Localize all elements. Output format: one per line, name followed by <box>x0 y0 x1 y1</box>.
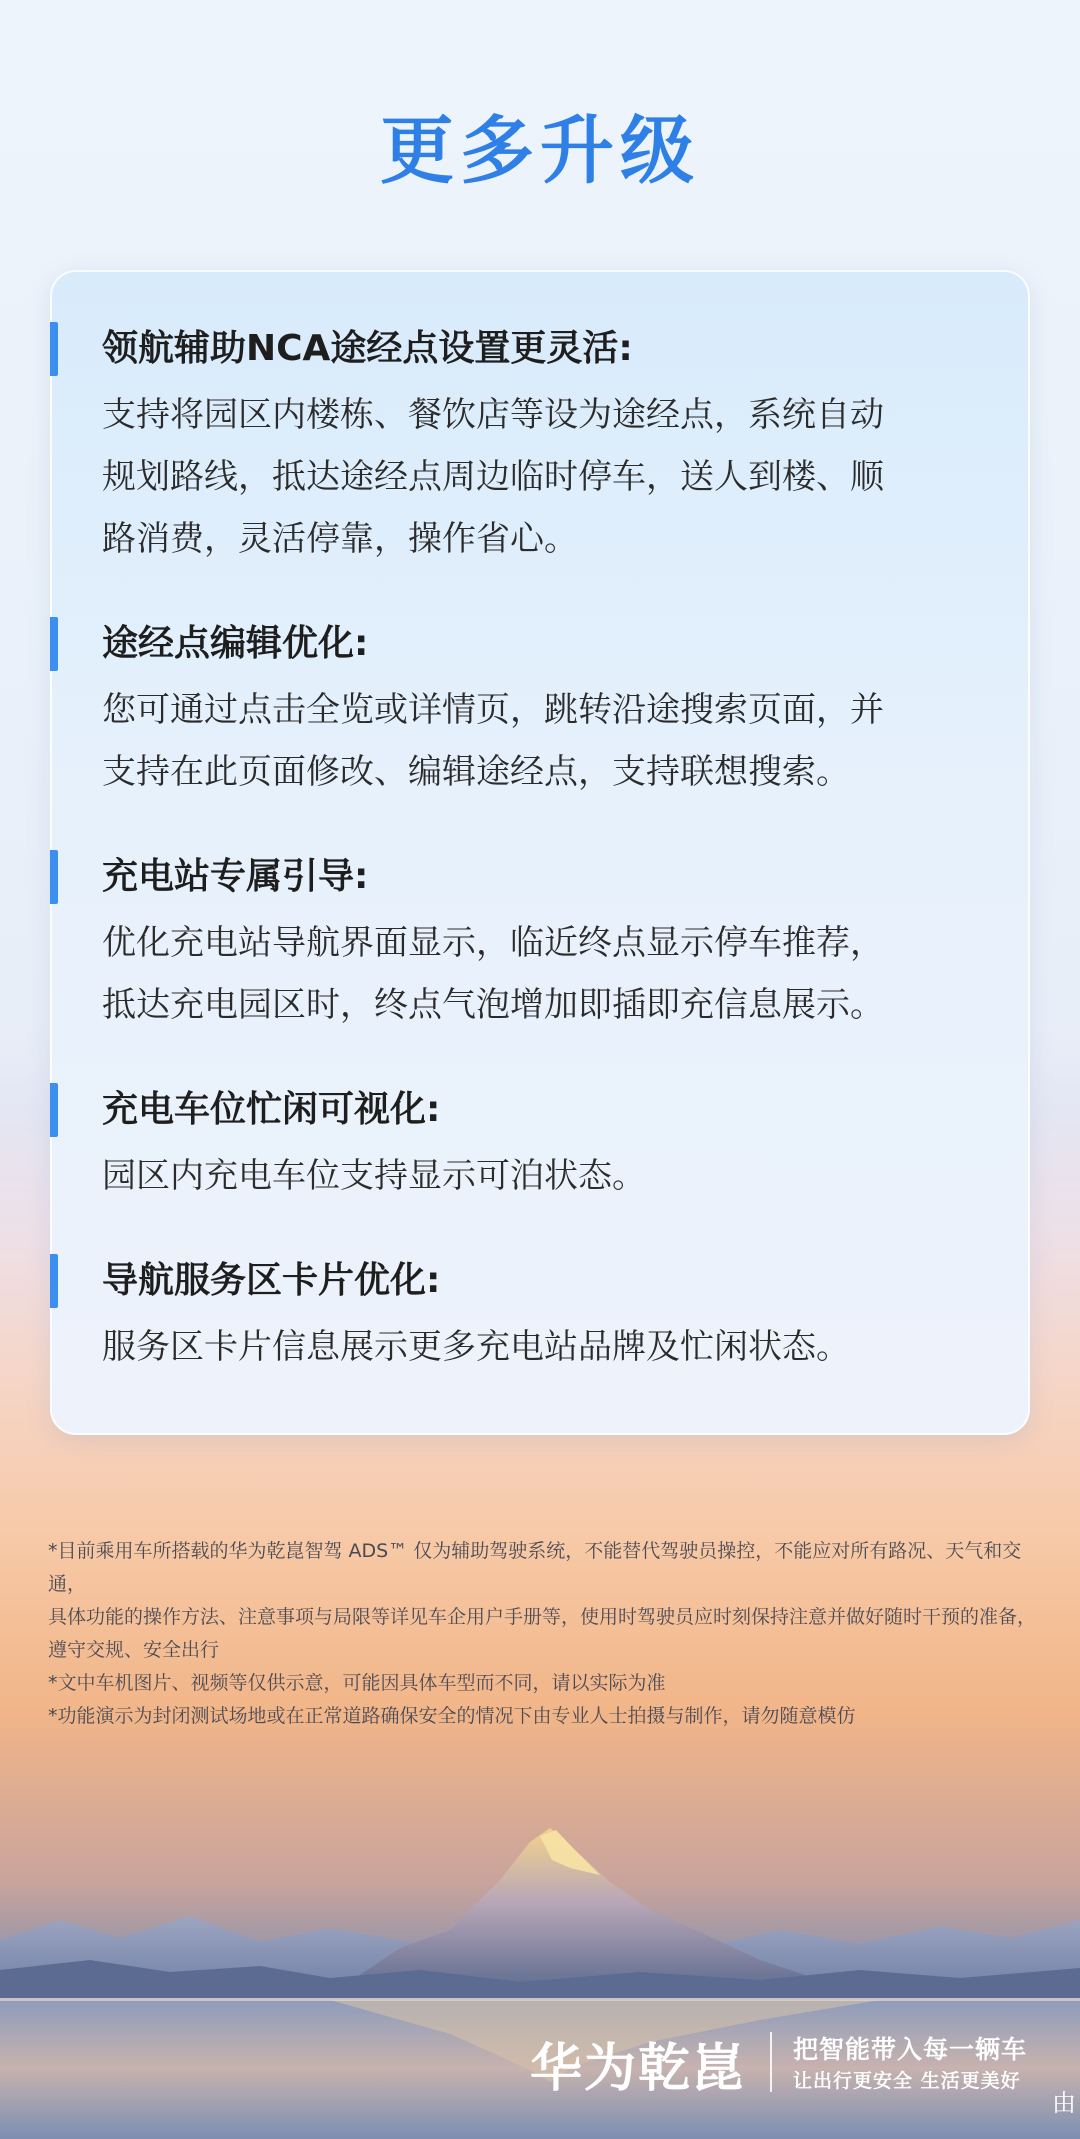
section-body <box>102 912 1002 1036</box>
brand-slogan-main: 把智能带入每一辆车 <box>793 2035 1028 2064</box>
disclaimer-line: 遵守交规、安全出行 <box>48 1639 220 1661</box>
page-title: 更多升级 <box>380 108 700 194</box>
section-body <box>102 679 1002 803</box>
section-title: 途经点编辑优化: <box>102 623 369 664</box>
section-accent-bar <box>50 1254 58 1308</box>
disclaimer-line: *文中车机图片、视频等仅供示意，可能因具体车型而不同，请以实际为准 <box>48 1672 666 1694</box>
brand-slogan-sub: 让出行更安全 生活更美好 <box>793 2070 1021 2092</box>
brand-logo: 华为乾崑 <box>530 2039 747 2099</box>
section-body-line: 您可通过点击全览或详情页，跳转沿途搜索页面，并 <box>102 690 884 730</box>
section-body-line: 支持将园区内楼栋、餐饮店等设为途经点，系统自动 <box>102 395 884 435</box>
section-title: 导航服务区卡片优化: <box>102 1260 441 1301</box>
section-accent-bar <box>50 1083 58 1137</box>
features-card <box>50 270 1030 1435</box>
section-title: 领航辅助NCA途经点设置更灵活: <box>102 328 633 369</box>
section-body-line: 抵达充电园区时，终点气泡增加即插即充信息展示。 <box>102 985 884 1025</box>
section-body-line: 路消费，灵活停靠，操作省心。 <box>102 519 578 559</box>
section-accent-bar <box>50 850 58 904</box>
section-body <box>102 1316 1002 1378</box>
section-title: 充电车位忙闲可视化: <box>102 1089 441 1130</box>
section-body-line: 服务区卡片信息展示更多充电站品牌及忙闲状态。 <box>102 1327 850 1367</box>
corner-watermark-text: 由 <box>1052 2089 1076 2117</box>
section-accent-bar <box>50 617 58 671</box>
section-title: 充电站专属引导: <box>102 856 369 897</box>
section-body <box>102 1145 1002 1207</box>
disclaimer <box>48 1535 1038 1733</box>
section-body <box>102 384 1002 570</box>
section-accent-bar <box>50 322 58 376</box>
section-body-line: 优化充电站导航界面显示，临近终点显示停车推荐， <box>102 923 884 963</box>
disclaimer-line: 具体功能的操作方法、注意事项与局限等详见车企用户手册等，使用时驾驶员应时刻保持注意并做好随时干预的准备， <box>48 1606 1037 1628</box>
brand-divider <box>770 2032 772 2092</box>
section-body-line: 规划路线，抵达途经点周边临时停车，送人到楼、顺 <box>102 457 884 497</box>
disclaimer-line: *目前乘用车所搭载的华为乾崑智驾 ADS™ 仅为辅助驾驶系统，不能替代驾驶员操控，不能应对所有路况、天气和交通， <box>48 1540 1022 1595</box>
section-body-line: 支持在此页面修改、编辑途经点，支持联想搜索。 <box>102 752 850 792</box>
section-body-line: 园区内充电车位支持显示可泊状态。 <box>102 1156 646 1196</box>
disclaimer-line: *功能演示为封闭测试场地或在正常道路确保安全的情况下由专业人士拍摄与制作，请勿随意模仿 <box>48 1705 856 1727</box>
